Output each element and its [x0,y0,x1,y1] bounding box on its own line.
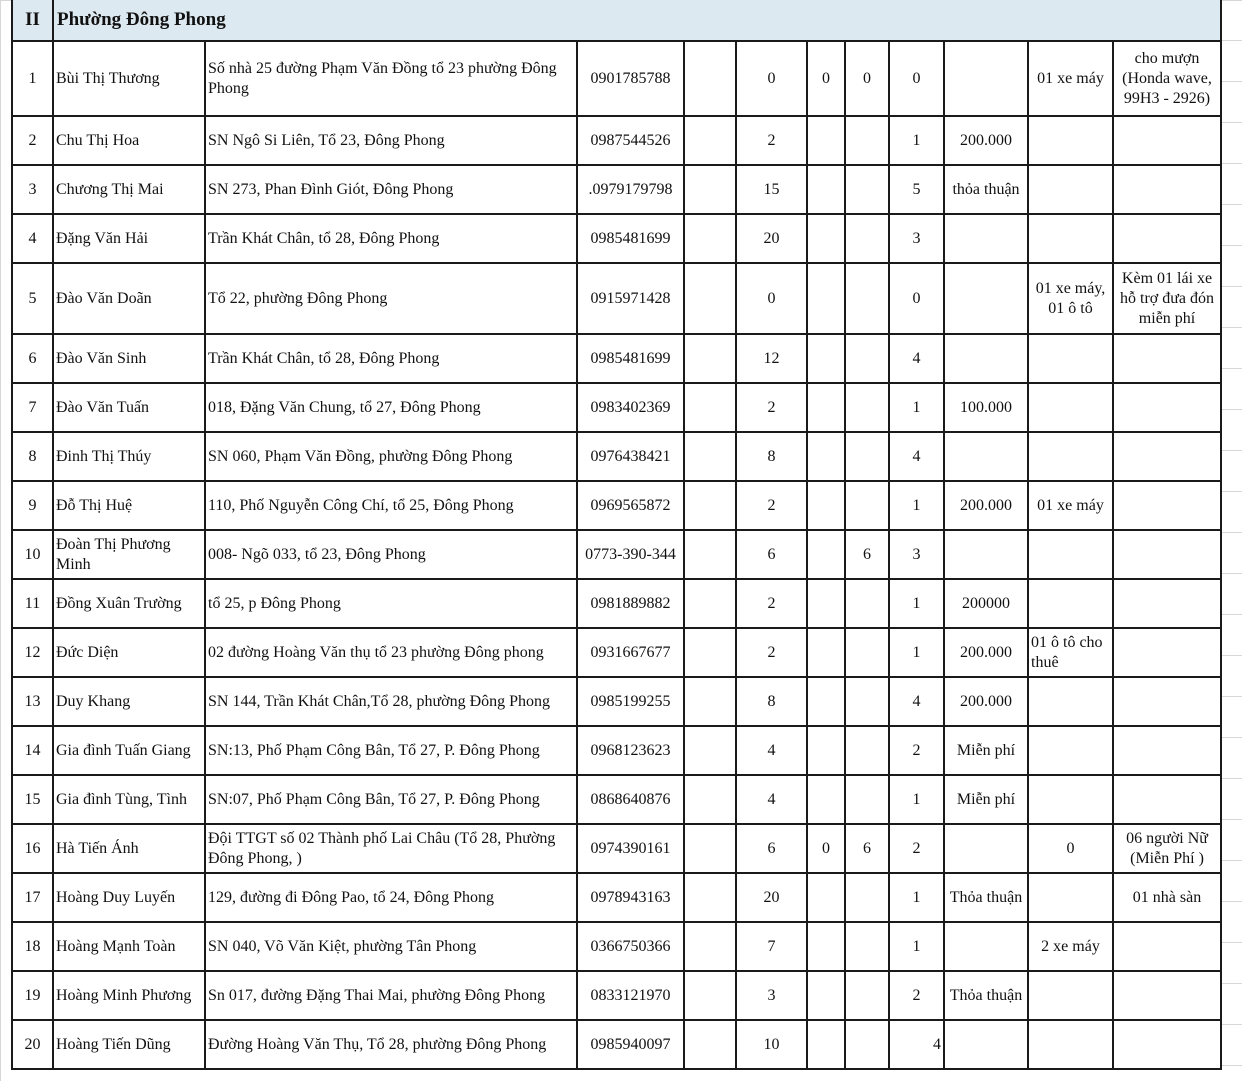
price-cell: 200.000 [944,677,1028,726]
note-cell [1113,971,1221,1020]
guest-capacity-cell: 6 [736,530,807,579]
guest-capacity-cell: 3 [736,971,807,1020]
section-header-row [12,0,1221,41]
vehicle-cell [1028,1020,1113,1069]
guest-capacity-cell: 8 [736,432,807,481]
room-count-cell: 2 [889,824,944,873]
col-c-cell [807,579,845,628]
vehicle-cell [1028,873,1113,922]
col-d-cell [845,922,889,971]
phone-cell: 0868640876 [577,775,684,824]
address-cell: 018, Đặng Văn Chung, tổ 27, Đông Phong [205,383,577,432]
note-cell [1113,214,1221,263]
name-cell: Chu Thị Hoa [53,116,205,165]
col-c-cell [807,165,845,214]
room-count-cell: 1 [889,873,944,922]
price-cell [944,334,1028,383]
row-number: 13 [12,677,53,726]
phone-cell: 0931667677 [577,628,684,677]
col-a-cell [684,116,736,165]
note-cell [1113,726,1221,775]
room-count-cell: 1 [889,383,944,432]
name-cell: Đặng Văn Hải [53,214,205,263]
vehicle-cell [1028,214,1113,263]
address-cell: Trần Khát Chân, tổ 28, Đông Phong [205,334,577,383]
price-cell: thỏa thuận [944,165,1028,214]
col-d-cell [845,579,889,628]
section-title: Phường Đông Phong [53,0,1221,41]
price-cell: Miễn phí [944,726,1028,775]
row-number: 14 [12,726,53,775]
col-d-cell [845,263,889,334]
col-c-cell: 0 [807,824,845,873]
note-cell [1113,1020,1221,1069]
guest-capacity-cell: 20 [736,873,807,922]
table-row [12,873,1221,922]
vehicle-cell [1028,971,1113,1020]
name-cell: Đức Diện [53,628,205,677]
table-row [12,432,1221,481]
row-number: 1 [12,41,53,116]
vehicle-cell [1028,165,1113,214]
vehicle-cell: 2 xe máy [1028,922,1113,971]
row-number: 10 [12,530,53,579]
vehicle-cell [1028,383,1113,432]
address-cell: tổ 25, p Đông Phong [205,579,577,628]
col-a-cell [684,432,736,481]
col-a-cell [684,530,736,579]
phone-cell: 0983402369 [577,383,684,432]
guest-capacity-cell: 2 [736,628,807,677]
col-a-cell [684,334,736,383]
table-row [12,214,1221,263]
note-cell [1113,628,1221,677]
row-number: 17 [12,873,53,922]
col-a-cell [684,41,736,116]
price-cell [944,263,1028,334]
phone-cell: 0833121970 [577,971,684,1020]
guest-capacity-cell: 2 [736,481,807,530]
name-cell: Đinh Thị Thúy [53,432,205,481]
phone-cell: 0901785788 [577,41,684,116]
name-cell: Duy Khang [53,677,205,726]
table-row [12,481,1221,530]
col-c-cell [807,677,845,726]
guest-capacity-cell: 10 [736,1020,807,1069]
col-c-cell [807,726,845,775]
guest-capacity-cell: 4 [736,775,807,824]
price-cell [944,41,1028,116]
phone-cell: 0974390161 [577,824,684,873]
room-count-cell: 0 [889,41,944,116]
name-cell: Đào Văn Tuấn [53,383,205,432]
col-d-cell: 0 [845,41,889,116]
guest-capacity-cell: 0 [736,263,807,334]
name-cell: Gia đình Tuấn Giang [53,726,205,775]
row-number: 20 [12,1020,53,1069]
room-count-cell: 2 [889,726,944,775]
address-cell: 129, đường đi Đông Pao, tổ 24, Đông Phong [205,873,577,922]
name-cell: Đoàn Thị Phương Minh [53,530,205,579]
room-count-cell: 1 [889,116,944,165]
table-row [12,971,1221,1020]
name-cell: Đồng Xuân Trường [53,579,205,628]
vehicle-cell: 0 [1028,824,1113,873]
price-cell: 200000 [944,579,1028,628]
col-a-cell [684,579,736,628]
vehicle-cell [1028,677,1113,726]
col-c-cell [807,628,845,677]
phone-cell: 0773-390-344 [577,530,684,579]
price-cell: 200.000 [944,481,1028,530]
row-number: 18 [12,922,53,971]
phone-cell: 0985940097 [577,1020,684,1069]
col-d-cell [845,334,889,383]
note-cell [1113,775,1221,824]
note-cell [1113,165,1221,214]
row-number: 9 [12,481,53,530]
table-row [12,726,1221,775]
col-a-cell [684,628,736,677]
vehicle-cell [1028,432,1113,481]
vehicle-cell: 01 xe máy, 01 ô tô [1028,263,1113,334]
section-number: II [12,0,53,41]
vehicle-cell [1028,726,1113,775]
note-cell [1113,116,1221,165]
guest-capacity-cell: 12 [736,334,807,383]
row-number: 4 [12,214,53,263]
price-cell: Thỏa thuận [944,971,1028,1020]
phone-cell: 0985481699 [577,334,684,383]
col-c-cell [807,481,845,530]
note-cell: cho mượn (Honda wave, 99H3 - 2926) [1113,41,1221,116]
col-d-cell [845,677,889,726]
table-row [12,530,1221,579]
address-cell: 110, Phố Nguyễn Công Chí, tổ 25, Đông Phong [205,481,577,530]
name-cell: Bùi Thị Thương [53,41,205,116]
room-count-cell: 2 [889,971,944,1020]
price-cell: Thỏa thuận [944,873,1028,922]
guest-capacity-cell: 7 [736,922,807,971]
address-cell: Tổ 22, phường Đông Phong [205,263,577,334]
room-count-cell: 4 [889,677,944,726]
col-d-cell [845,432,889,481]
price-cell [944,530,1028,579]
row-number: 2 [12,116,53,165]
room-count-cell: 1 [889,922,944,971]
row-number: 16 [12,824,53,873]
phone-cell: 0976438421 [577,432,684,481]
col-d-cell [845,116,889,165]
col-c-cell [807,922,845,971]
address-cell: Số nhà 25 đường Phạm Văn Đồng tổ 23 phường Đông Phong [205,41,577,116]
note-cell [1113,530,1221,579]
price-cell [944,432,1028,481]
price-cell [944,1020,1028,1069]
row-number: 3 [12,165,53,214]
address-cell: Trần Khát Chân, tổ 28, Đông Phong [205,214,577,263]
phone-cell: 0366750366 [577,922,684,971]
row-number: 5 [12,263,53,334]
phone-cell: .0979179798 [577,165,684,214]
spreadsheet-gridlines [1221,0,1242,1081]
table-row [12,775,1221,824]
col-a-cell [684,726,736,775]
note-cell [1113,481,1221,530]
table-row [12,922,1221,971]
room-count-cell: 4 [889,334,944,383]
vehicle-cell [1028,116,1113,165]
note-cell [1113,432,1221,481]
col-a-cell [684,214,736,263]
room-count-cell: 1 [889,579,944,628]
guest-capacity-cell: 4 [736,726,807,775]
note-cell: Kèm 01 lái xe hỗ trợ đưa đón miễn phí [1113,263,1221,334]
address-cell: SN 144, Trần Khát Chân,Tổ 28, phường Đông Phong [205,677,577,726]
col-a-cell [684,165,736,214]
price-cell: Miễn phí [944,775,1028,824]
row-number: 6 [12,334,53,383]
address-cell: SN:07, Phố Phạm Công Bân, Tổ 27, P. Đông Phong [205,775,577,824]
vehicle-cell: 01 xe máy [1028,481,1113,530]
col-a-cell [684,873,736,922]
vehicle-cell [1028,530,1113,579]
household-table [11,0,1222,1070]
table-row [12,263,1221,334]
col-a-cell [684,481,736,530]
phone-cell: 0915971428 [577,263,684,334]
col-c-cell [807,530,845,579]
col-d-cell [845,214,889,263]
address-cell: SN 040, Võ Văn Kiệt, phường Tân Phong [205,922,577,971]
col-a-cell [684,263,736,334]
phone-cell: 0985199255 [577,677,684,726]
col-d-cell [845,873,889,922]
table-row [12,1020,1221,1069]
room-count-cell: 1 [889,775,944,824]
address-cell: SN:13, Phố Phạm Công Bân, Tổ 27, P. Đông Phong [205,726,577,775]
row-number: 15 [12,775,53,824]
note-cell [1113,334,1221,383]
guest-capacity-cell: 2 [736,579,807,628]
address-cell: Đường Hoàng Văn Thụ, Tổ 28, phường Đông Phong [205,1020,577,1069]
col-c-cell [807,116,845,165]
guest-capacity-cell: 6 [736,824,807,873]
vehicle-cell [1028,579,1113,628]
price-cell: 200.000 [944,116,1028,165]
col-c-cell [807,971,845,1020]
price-cell [944,214,1028,263]
note-cell: 01 nhà sàn [1113,873,1221,922]
table-row [12,824,1221,873]
col-d-cell [845,775,889,824]
row-number: 7 [12,383,53,432]
name-cell: Đào Văn Doãn [53,263,205,334]
price-cell [944,824,1028,873]
room-count-cell: 0 [889,263,944,334]
phone-cell: 0987544526 [577,116,684,165]
name-cell: Hoàng Duy Luyến [53,873,205,922]
col-d-cell: 6 [845,824,889,873]
guest-capacity-cell: 8 [736,677,807,726]
name-cell: Hoàng Mạnh Toàn [53,922,205,971]
col-c-cell [807,1020,845,1069]
name-cell: Gia đình Tùng, Tình [53,775,205,824]
col-d-cell [845,1020,889,1069]
name-cell: Hoàng Tiến Dũng [53,1020,205,1069]
vehicle-cell [1028,775,1113,824]
address-cell: SN 060, Phạm Văn Đồng, phường Đông Phong [205,432,577,481]
guest-capacity-cell: 0 [736,41,807,116]
col-c-cell [807,334,845,383]
table-row [12,334,1221,383]
row-number: 8 [12,432,53,481]
phone-cell: 0985481699 [577,214,684,263]
row-number: 11 [12,579,53,628]
address-cell: Sn 017, đường Đặng Thai Mai, phường Đông Phong [205,971,577,1020]
guest-capacity-cell: 15 [736,165,807,214]
col-a-cell [684,383,736,432]
price-cell [944,922,1028,971]
phone-cell: 0978943163 [577,873,684,922]
col-d-cell: 6 [845,530,889,579]
note-cell [1113,383,1221,432]
address-cell: 02 đường Hoàng Văn thụ tổ 23 phường Đông phong [205,628,577,677]
col-a-cell [684,922,736,971]
room-count-cell: 1 [889,481,944,530]
address-cell: SN 273, Phan Đình Giót, Đông Phong [205,165,577,214]
phone-cell: 0968123623 [577,726,684,775]
name-cell: Đỗ Thị Huệ [53,481,205,530]
phone-cell: 0981889882 [577,579,684,628]
col-d-cell [845,971,889,1020]
col-a-cell [684,971,736,1020]
vehicle-cell: 01 xe máy [1028,41,1113,116]
guest-capacity-cell: 20 [736,214,807,263]
col-a-cell [684,1020,736,1069]
col-a-cell [684,775,736,824]
table-row [12,41,1221,116]
address-cell: 008- Ngõ 033, tổ 23, Đông Phong [205,530,577,579]
table-row [12,383,1221,432]
col-d-cell [845,726,889,775]
name-cell: Hoàng Minh Phương [53,971,205,1020]
col-c-cell [807,214,845,263]
col-c-cell: 0 [807,41,845,116]
row-number: 19 [12,971,53,1020]
price-cell: 100.000 [944,383,1028,432]
note-cell [1113,579,1221,628]
col-c-cell [807,383,845,432]
col-a-cell [684,824,736,873]
col-c-cell [807,775,845,824]
col-d-cell [845,383,889,432]
col-c-cell [807,263,845,334]
room-count-cell: 1 [889,628,944,677]
price-cell: 200.000 [944,628,1028,677]
col-a-cell [684,677,736,726]
table-row [12,165,1221,214]
room-count-cell: 5 [889,165,944,214]
room-count-cell: 3 [889,214,944,263]
note-cell [1113,922,1221,971]
col-d-cell [845,165,889,214]
vehicle-cell [1028,334,1113,383]
name-cell: Đào Văn Sinh [53,334,205,383]
name-cell: Hà Tiến Ánh [53,824,205,873]
table-row [12,579,1221,628]
name-cell: Chương Thị Mai [53,165,205,214]
table-row [12,628,1221,677]
guest-capacity-cell: 2 [736,116,807,165]
note-cell [1113,677,1221,726]
col-c-cell [807,873,845,922]
guest-capacity-cell: 2 [736,383,807,432]
phone-cell: 0969565872 [577,481,684,530]
address-cell: SN Ngô Si Liên, Tổ 23, Đông Phong [205,116,577,165]
address-cell: Đội TTGT số 02 Thành phố Lai Châu (Tổ 28, Phường Đông Phong, ) [205,824,577,873]
vehicle-cell: 01 ô tô cho thuê [1028,628,1113,677]
room-count-cell: 4 [889,1020,944,1069]
room-count-cell: 4 [889,432,944,481]
note-cell: 06 người Nữ (Miễn Phí ) [1113,824,1221,873]
col-c-cell [807,432,845,481]
row-number: 12 [12,628,53,677]
room-count-cell: 3 [889,530,944,579]
col-d-cell [845,628,889,677]
table-row [12,116,1221,165]
table-row [12,677,1221,726]
col-d-cell [845,481,889,530]
